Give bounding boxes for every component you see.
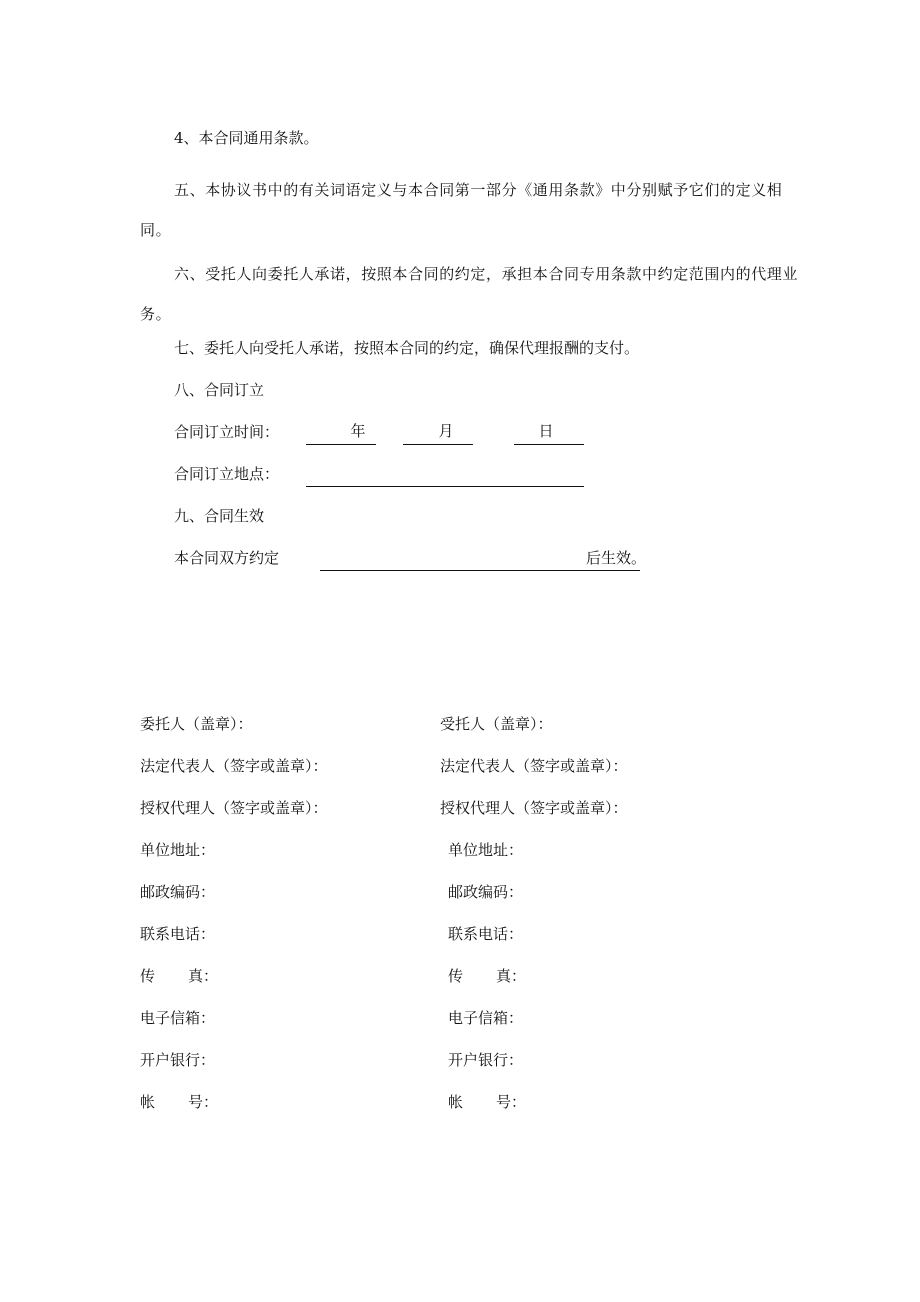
principal-postcode-label: 邮政编码：	[140, 883, 216, 901]
effective-condition-underline	[320, 570, 640, 571]
year-label: 年	[350, 422, 366, 440]
clause-8-title: 八、合同订立	[174, 381, 265, 399]
principal-email-label: 电子信箱：	[140, 1009, 216, 1027]
principal-bank-label: 开户银行：	[140, 1051, 216, 1069]
agent-fax-label-b: 真：	[496, 967, 527, 985]
clause-6: 六、受托人向委托人承诺，按照本合同的约定，承担本合同专用条款中约定范围内的代理业务。	[140, 265, 799, 323]
year-underline	[306, 444, 376, 445]
day-underline	[514, 444, 584, 445]
agent-account-label-b: 号：	[496, 1093, 527, 1111]
day-label: 日	[538, 422, 554, 440]
principal-account-label-b: 号：	[188, 1093, 219, 1111]
agent-bank-label: 开户银行：	[448, 1051, 524, 1069]
clause-9-title: 九、合同生效	[174, 507, 265, 525]
clause-7: 七、委托人向受托人承诺，按照本合同的约定，确保代理报酬的支付。	[174, 339, 640, 357]
effective-suffix: 后生效。	[586, 549, 647, 567]
agent-address-label: 单位地址：	[448, 841, 524, 859]
signing-time-label: 合同订立时间：	[174, 423, 280, 441]
clause-4: 4、本合同通用条款。	[174, 129, 319, 147]
agent-phone-label: 联系电话：	[448, 925, 524, 943]
agent-account-label-a: 帐	[448, 1093, 464, 1111]
principal-phone-label: 联系电话：	[140, 925, 216, 943]
signing-place-label: 合同订立地点：	[174, 465, 280, 483]
agent-postcode-label: 邮政编码：	[448, 883, 524, 901]
clause-5: 五、本协议书中的有关词语定义与本合同第一部分《通用条款》中分别赋予它们的定义相同。	[140, 181, 783, 239]
principal-agent-label: 授权代理人（签字或盖章）：	[140, 799, 328, 817]
effective-condition-label: 本合同双方约定	[174, 549, 280, 567]
agent-agent-label: 授权代理人（签字或盖章）：	[440, 799, 628, 817]
agent-legal-rep-label: 法定代表人（签字或盖章）：	[440, 757, 628, 775]
principal-seal-label: 委托人（盖章）：	[140, 715, 253, 733]
principal-account-label-a: 帐	[140, 1093, 156, 1111]
principal-fax-label-a: 传	[140, 967, 156, 985]
principal-fax-label-b: 真：	[188, 967, 219, 985]
agent-fax-label-a: 传	[448, 967, 464, 985]
month-underline	[403, 444, 473, 445]
month-label: 月	[438, 422, 454, 440]
agent-seal-label: 受托人（盖章）：	[440, 715, 553, 733]
agent-email-label: 电子信箱：	[448, 1009, 524, 1027]
principal-address-label: 单位地址：	[140, 841, 216, 859]
signing-place-underline	[306, 486, 584, 487]
principal-legal-rep-label: 法定代表人（签字或盖章）：	[140, 757, 328, 775]
